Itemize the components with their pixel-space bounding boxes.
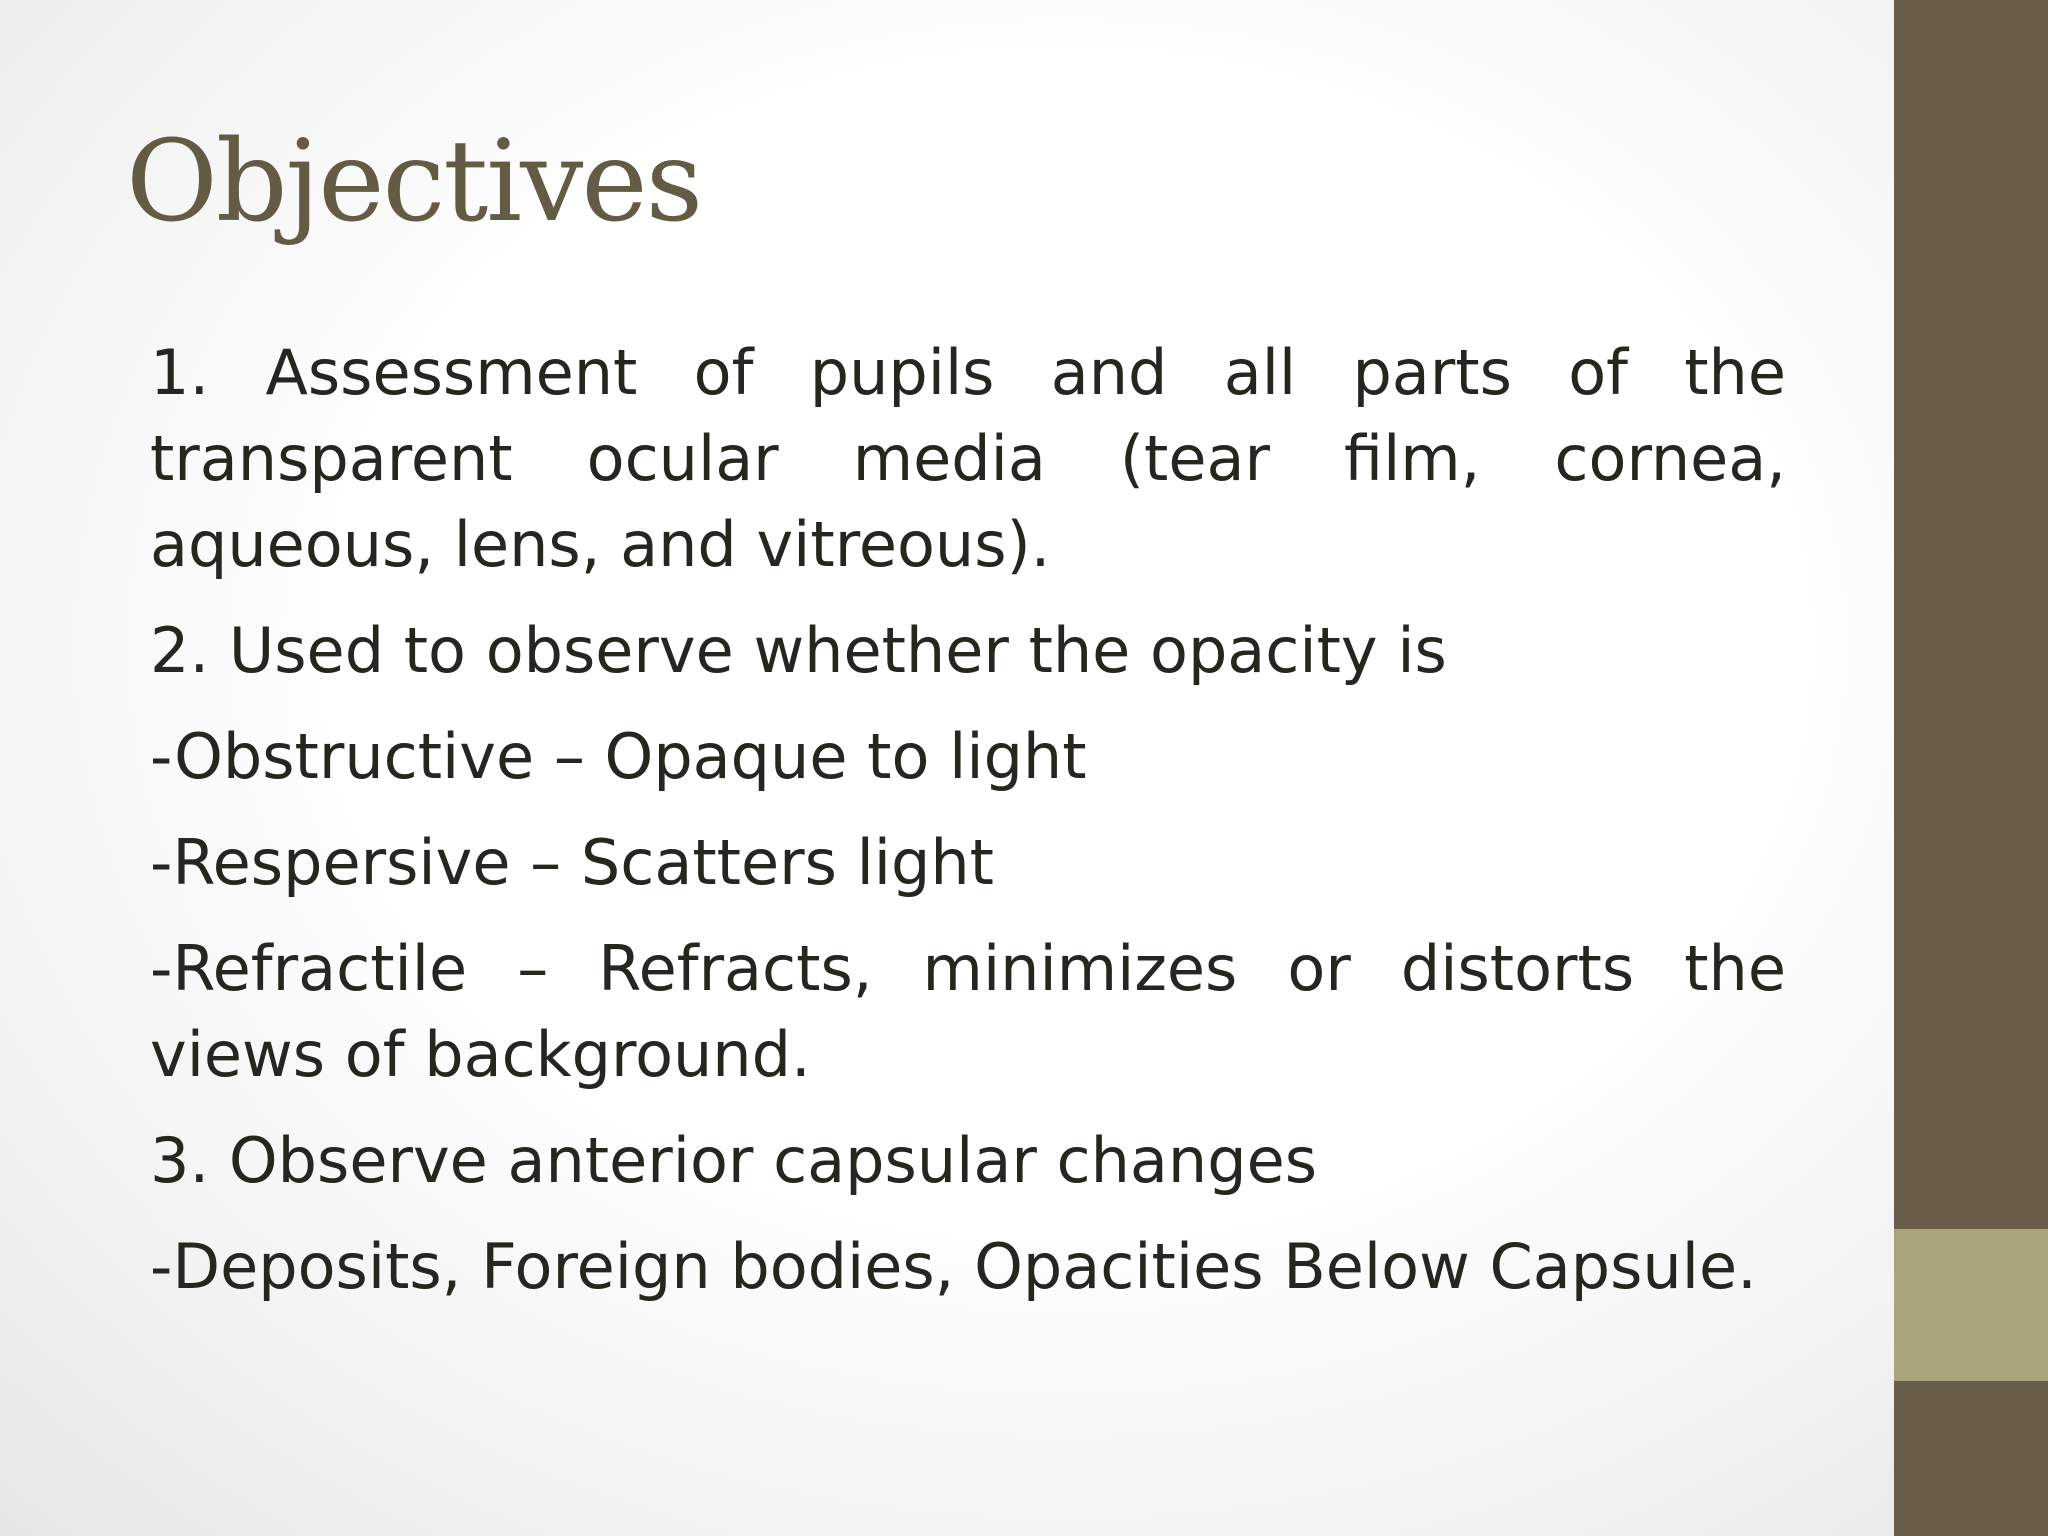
opacity-type-respersive: -Respersive – Scatters light xyxy=(150,826,994,899)
objective-3: 3. Observe anterior capsular changes xyxy=(150,1124,1318,1197)
capsular-changes: -Deposits, Foreign bodies, Opacities Below Capsule. xyxy=(150,1230,1757,1303)
objective-2: 2. Used to observe whether the opacity is xyxy=(150,614,1447,687)
sidebar-accent-block xyxy=(1894,1229,2048,1381)
opacity-type-refractile: -Refractile – Refracts, minimizes or distorts the views of background. xyxy=(150,932,1786,1091)
slide-body xyxy=(150,330,1786,1330)
slide-title: Objectives xyxy=(126,117,702,247)
opacity-type-obstructive: -Obstructive – Opaque to light xyxy=(150,720,1087,793)
objective-1: 1. Assessment of pupils and all parts of the transparent ocular media (tear film, cornea, aqueous, lens, and vitreous). xyxy=(150,336,1786,581)
